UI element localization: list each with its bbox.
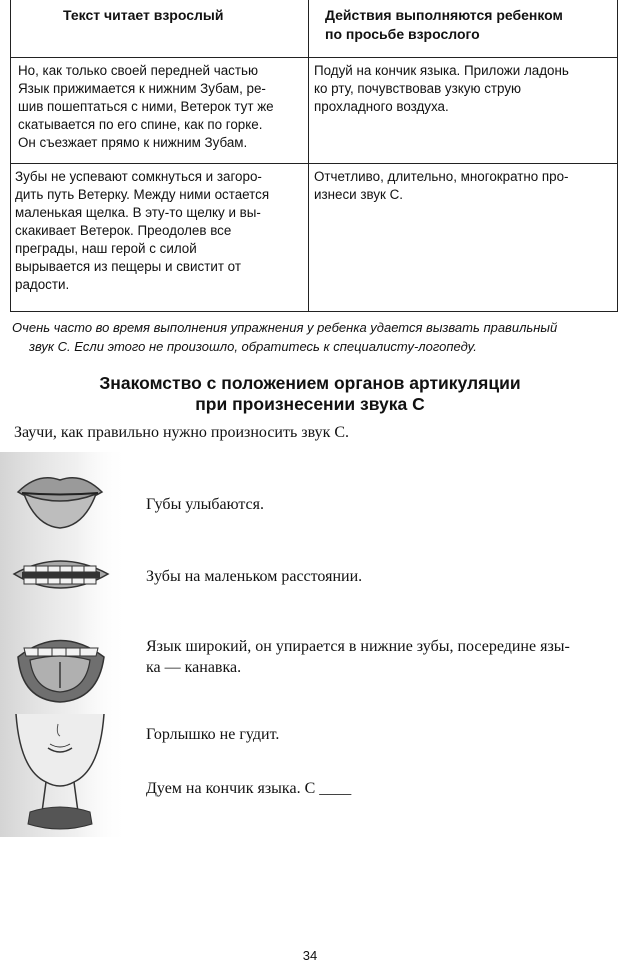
italic-note: Очень часто во время выполнения упражнения у ребенка удается вызвать правильный звук С. Если этого не произошло, обратитесь к специалисту-логопеду. xyxy=(12,320,558,354)
table-row-divider xyxy=(11,163,617,164)
row2-right-line: изнеси звук С. xyxy=(314,187,403,202)
section-title: Знакомство с положением органов артикуляции при произнесении звука С xyxy=(99,373,521,414)
row1-left-cell xyxy=(18,62,300,152)
row1-right-line: Подуй на кончик языка. Приложи ладонь xyxy=(314,63,569,78)
table-header-divider xyxy=(11,57,617,58)
row2-left-line: вырывается из пещеры и свистит от xyxy=(15,259,241,274)
row2-left-cell xyxy=(15,168,303,294)
row1-right-line: прохладного воздуха. xyxy=(314,99,449,114)
row2-left-line: радости. xyxy=(15,277,70,292)
row1-left-line: скатывается по его спине, как по горке. xyxy=(18,117,263,132)
step-blow: Дуем на кончик языка. С ____ xyxy=(146,780,352,797)
step-throat: Горлышко не гудит. xyxy=(146,726,280,743)
row2-left-line: скакивает Ветерок. Преодолев все xyxy=(15,223,232,238)
row1-right-cell xyxy=(314,62,614,116)
row2-left-line: маленькая щелка. В эту-то щелку и вы- xyxy=(15,205,261,220)
row1-left-line: Но, как только своей передней частью xyxy=(18,63,259,78)
row2-left-line: преграды, наш герой с силой xyxy=(15,241,197,256)
section-intro: Заучи, как правильно нужно произносить звук С. xyxy=(14,424,350,441)
row1-left-line: Он съезжает прямо к нижним Зубам. xyxy=(18,135,248,150)
row2-right-line: Отчетливо, длительно, многократно про- xyxy=(314,169,569,184)
table-column-divider xyxy=(308,0,309,311)
step-lips: Губы улыбаются. xyxy=(146,496,264,513)
row2-left-line: Зубы не успевают сомкнуться и загоро- xyxy=(15,169,262,184)
articulation-illustrations xyxy=(0,452,128,837)
page-number: 34 xyxy=(302,948,318,963)
step-tongue: Язык широкий, он упирается в нижние зубы, посередине язы- ка — канавка. xyxy=(146,638,570,676)
row2-left-line: дить путь Ветерку. Между ними остается xyxy=(15,187,270,202)
row1-right-line: ко рту, почувствовав узкую струю xyxy=(314,81,522,96)
row1-left-line: шив пошептаться с ними, Ветерок тут же xyxy=(18,99,274,114)
row2-right-cell xyxy=(314,168,614,204)
instruction-table xyxy=(10,0,618,312)
step-teeth: Зубы на маленьком расстоянии. xyxy=(146,568,363,585)
col1-header: Текст читает взрослый xyxy=(63,7,224,23)
col2-header: Действия выполняются ребенком по просьбе взрослого xyxy=(325,7,563,42)
row1-left-line: Язык прижимается к нижним Зубам, ре- xyxy=(18,81,266,96)
